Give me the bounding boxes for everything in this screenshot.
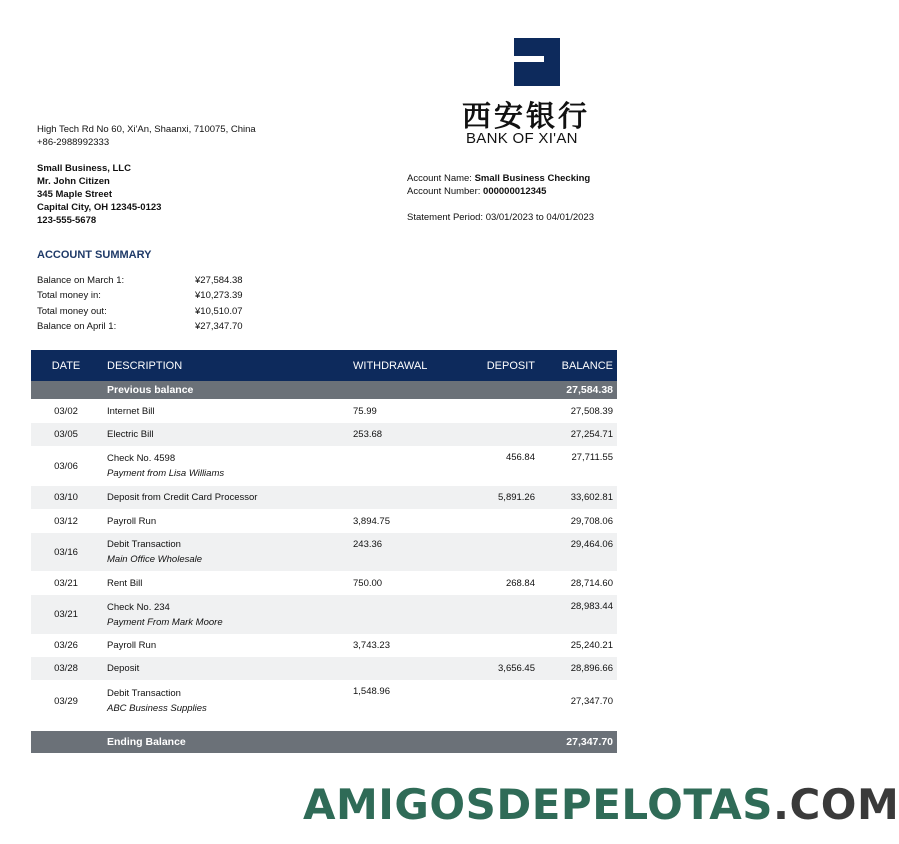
row-withdrawal: 3,894.75 [353, 515, 390, 527]
watermark [303, 780, 899, 829]
row-balance: 27,254.71 [570, 429, 613, 440]
table-row [31, 446, 617, 486]
watermark-main: AMIGOSDEPELOTAS [303, 780, 773, 829]
client-name: Mr. John Citizen [37, 176, 110, 187]
ending-balance-row [31, 731, 617, 753]
table-header [31, 350, 617, 381]
account-number: 000000012345 [483, 186, 547, 197]
summary-label: Balance on April 1: [37, 320, 117, 332]
table-row [31, 399, 617, 423]
row-deposit [457, 595, 535, 601]
row-date: 03/21 [54, 577, 78, 589]
row-description-block [101, 682, 347, 720]
row-date: 03/28 [54, 663, 78, 674]
ending-balance-label: Ending Balance [107, 736, 186, 748]
client-phone: 123-555-5678 [37, 215, 97, 226]
header-description: DESCRIPTION [107, 359, 183, 372]
summary-row [37, 321, 275, 336]
row-sub-description: Payment From Mark Moore [107, 616, 223, 628]
statement-period [407, 211, 594, 224]
statement-period-value: 03/01/2023 to 04/01/2023 [485, 212, 594, 223]
previous-balance-value: 27,584.38 [566, 384, 613, 396]
summary-value: ¥27,347.70 [195, 320, 243, 332]
row-balance: 28,983.44 [570, 601, 613, 612]
bank-address: High Tech Rd No 60, Xi'An, Shaanxi, 710075, China [37, 124, 256, 135]
previous-balance-row [31, 381, 617, 399]
row-withdrawal [347, 446, 457, 452]
statement-period-label: Statement Period: [407, 212, 484, 223]
table-row [31, 423, 617, 446]
previous-balance-label: Previous balance [107, 384, 194, 396]
header-balance: BALANCE [561, 359, 613, 372]
row-description-block [101, 447, 347, 485]
row-balance: 28,714.60 [570, 577, 613, 589]
row-withdrawal: 243.36 [353, 539, 383, 550]
table-row [31, 595, 617, 634]
table-row [31, 509, 617, 533]
summary-row [37, 306, 275, 321]
summary-label: Total money out: [37, 305, 107, 317]
row-balance: 29,464.06 [570, 539, 613, 550]
bank-address-block [37, 123, 256, 149]
row-balance: 27,347.70 [570, 695, 613, 707]
row-description: Payroll Run [107, 515, 157, 527]
row-date: 03/16 [54, 546, 78, 558]
row-description: Debit Transaction [107, 688, 181, 699]
row-deposit [457, 680, 535, 686]
row-deposit [457, 533, 535, 539]
table-row [31, 657, 617, 680]
row-description: Electric Bill [107, 429, 154, 440]
bank-logo-icon [514, 38, 560, 86]
row-sub-description: ABC Business Supplies [107, 703, 207, 714]
row-deposit: 268.84 [505, 577, 535, 589]
account-name: Small Business Checking [474, 173, 591, 184]
table-row [31, 680, 617, 722]
summary-value: ¥10,510.07 [195, 305, 243, 317]
bank-phone: +86-2988992333 [37, 137, 110, 148]
row-withdrawal: 75.99 [353, 405, 377, 417]
row-withdrawal: 253.68 [353, 429, 383, 440]
row-balance: 27,711.55 [571, 452, 613, 463]
account-name-label: Account Name: [407, 173, 472, 184]
summary-value: ¥27,584.38 [195, 275, 243, 286]
row-description: Check No. 234 [107, 601, 170, 613]
row-withdrawal: 750.00 [353, 577, 383, 589]
summary-label: Balance on March 1: [37, 275, 125, 286]
row-description: Rent Bill [107, 577, 143, 589]
client-company: Small Business, LLC [37, 163, 131, 174]
row-sub-description: Main Office Wholesale [107, 554, 203, 565]
account-summary [37, 275, 275, 336]
row-deposit: 456.84 [505, 452, 535, 463]
row-withdrawal: 3,743.23 [353, 640, 390, 651]
table-row [31, 533, 617, 571]
account-info [407, 172, 590, 198]
bank-name-chinese: 西安银行 [462, 99, 591, 133]
row-date: 03/21 [54, 609, 78, 620]
ending-balance-value: 27,347.70 [566, 736, 613, 748]
row-date: 03/02 [54, 405, 78, 417]
header-withdrawal: WITHDRAWAL [353, 359, 428, 372]
transactions-table [31, 350, 617, 753]
row-balance: 33,602.81 [570, 492, 613, 503]
summary-row [37, 275, 275, 290]
row-balance: 29,708.06 [570, 515, 613, 527]
row-balance: 25,240.21 [570, 640, 613, 651]
row-description: Debit Transaction [107, 539, 181, 550]
account-summary-title: ACCOUNT SUMMARY [37, 249, 152, 261]
row-description-block [101, 533, 347, 571]
summary-value: ¥10,273.39 [195, 290, 243, 302]
table-row [31, 486, 617, 509]
row-date: 03/26 [54, 640, 78, 651]
row-balance: 28,896.66 [570, 663, 613, 674]
row-date: 03/05 [54, 429, 78, 440]
table-row [31, 571, 617, 595]
client-address-block [37, 162, 161, 227]
row-date: 03/29 [54, 695, 78, 707]
header-deposit: DEPOSIT [486, 359, 535, 372]
row-deposit: 5,891.26 [498, 492, 535, 503]
row-description-block [101, 596, 347, 634]
row-description: Deposit from Credit Card Processor [107, 492, 258, 503]
summary-label: Total money in: [37, 290, 101, 302]
client-city: Capital City, OH 12345-0123 [37, 202, 162, 213]
header-date: DATE [51, 359, 81, 372]
row-withdrawal [347, 595, 457, 601]
watermark-suffix: .COM [773, 780, 899, 829]
row-date: 03/12 [54, 515, 78, 527]
row-deposit: 3,656.45 [498, 663, 535, 674]
table-row [31, 634, 617, 657]
row-description: Payroll Run [107, 640, 157, 651]
client-street: 345 Maple Street [37, 189, 112, 200]
row-withdrawal: 1,548.96 [353, 686, 390, 697]
bank-name-english: BANK OF XI'AN [466, 130, 578, 147]
summary-row [37, 290, 275, 305]
row-description: Check No. 4598 [107, 453, 176, 464]
row-balance: 27,508.39 [570, 405, 613, 417]
account-number-label: Account Number: [407, 186, 481, 197]
row-sub-description: Payment from Lisa Williams [107, 468, 225, 479]
row-date: 03/06 [54, 460, 78, 472]
row-date: 03/10 [54, 492, 78, 503]
row-description: Deposit [107, 663, 140, 674]
row-description: Internet Bill [107, 405, 155, 417]
